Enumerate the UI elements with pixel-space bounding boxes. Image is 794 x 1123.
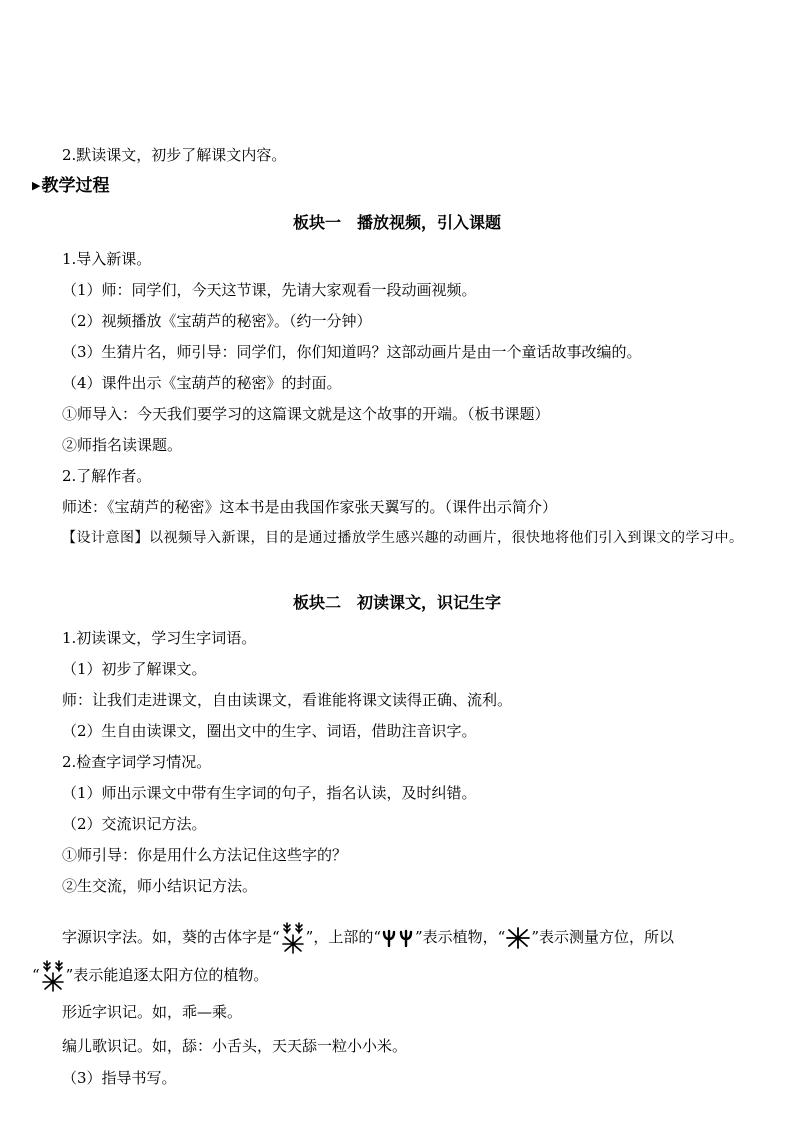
paragraph-text: ”表示测量方位，所以 [531,928,675,946]
paragraph: 2.检查字词学习情况。 [62,753,212,771]
paragraph: 形近字识记。如，乖—乘。 [62,1003,243,1021]
paragraph: 师述：《宝葫芦的秘密》这本书是由我国作家张天翼写的。（课件出示简介） [62,498,558,516]
paragraph: （1）师出示课文中带有生字词的句子，指名认读，及时纠错。 [62,784,477,802]
paragraph-text: ”表示植物，“ [415,928,506,946]
paragraph: ②师指名读课题。 [62,436,183,454]
paragraph: 师：让我们走进课文，自由读课文，看谁能将课文读得正确、流利。 [62,691,513,709]
paragraph: 编儿歌识记。如，舔：小舌头，天天舔一粒小小米。 [62,1037,408,1055]
paragraph: ①师引导：你是用什么方法记住这些字的？ [62,846,348,864]
paragraph: 2.了解作者。 [62,467,152,485]
ancient-kui-glyph [280,921,306,955]
objective-2: 2.默读课文，初步了解课文内容。 [62,146,287,164]
etymology-line [62,919,674,955]
paragraph: 1.初读课文，学习生字词语。 [62,629,257,647]
block-1-title: 板块一 播放视频，引入课题 [292,213,501,232]
ancient-grass-glyph [381,928,415,948]
paragraph-text: 字源识字法。如，葵的古体字是“ [62,928,280,946]
paragraph: ①师导入：今天我们要学习的这篇课文就是这个故事的开端。（板书课题） [62,405,550,423]
section-heading [32,176,109,196]
paragraph: 1.导入新课。 [62,250,152,268]
design-intent: 【设计意图】以视频导入新课，目的是通过播放学生感兴趣的动画片，很快地将他们引入到课文的学习中。 [62,530,744,546]
paragraph: （2）视频播放《宝葫芦的秘密》。（约一分钟） [62,312,372,330]
paragraph: （2）生自由读课文，圈出文中的生字、词语，借助注音识字。 [62,722,477,740]
ancient-measure-glyph [505,926,531,950]
paragraph-text: ”表示能追逐太阳方位的植物。 [65,966,269,984]
paragraph: （3）指导书写。 [62,1069,177,1087]
ancient-kui-glyph [40,959,66,993]
triangle-bullet-icon: ▶ [32,179,41,192]
paragraph: （4）课件出示《宝葫芦的秘密》的封面。 [62,374,342,392]
paragraph: （3）生猜片名，师引导：同学们，你们知道吗？这部动画片是由一个童话故事改编的。 [62,343,642,361]
paragraph-text: ”，上部的“ [305,928,382,946]
block-2-title: 板块二 初读课文，识记生字 [292,593,501,612]
heading-text: 教学过程 [41,176,110,196]
paragraph: （1）师：同学们，今天这节课，先请大家观看一段动画视频。 [62,281,477,299]
paragraph: （1）初步了解课文。 [62,660,207,678]
paragraph: （2）交流识记方法。 [62,815,207,833]
etymology-line-continued [32,957,268,993]
paragraph: ②生交流，师小结识记方法。 [62,877,258,895]
paragraph-text: “ [32,966,40,984]
